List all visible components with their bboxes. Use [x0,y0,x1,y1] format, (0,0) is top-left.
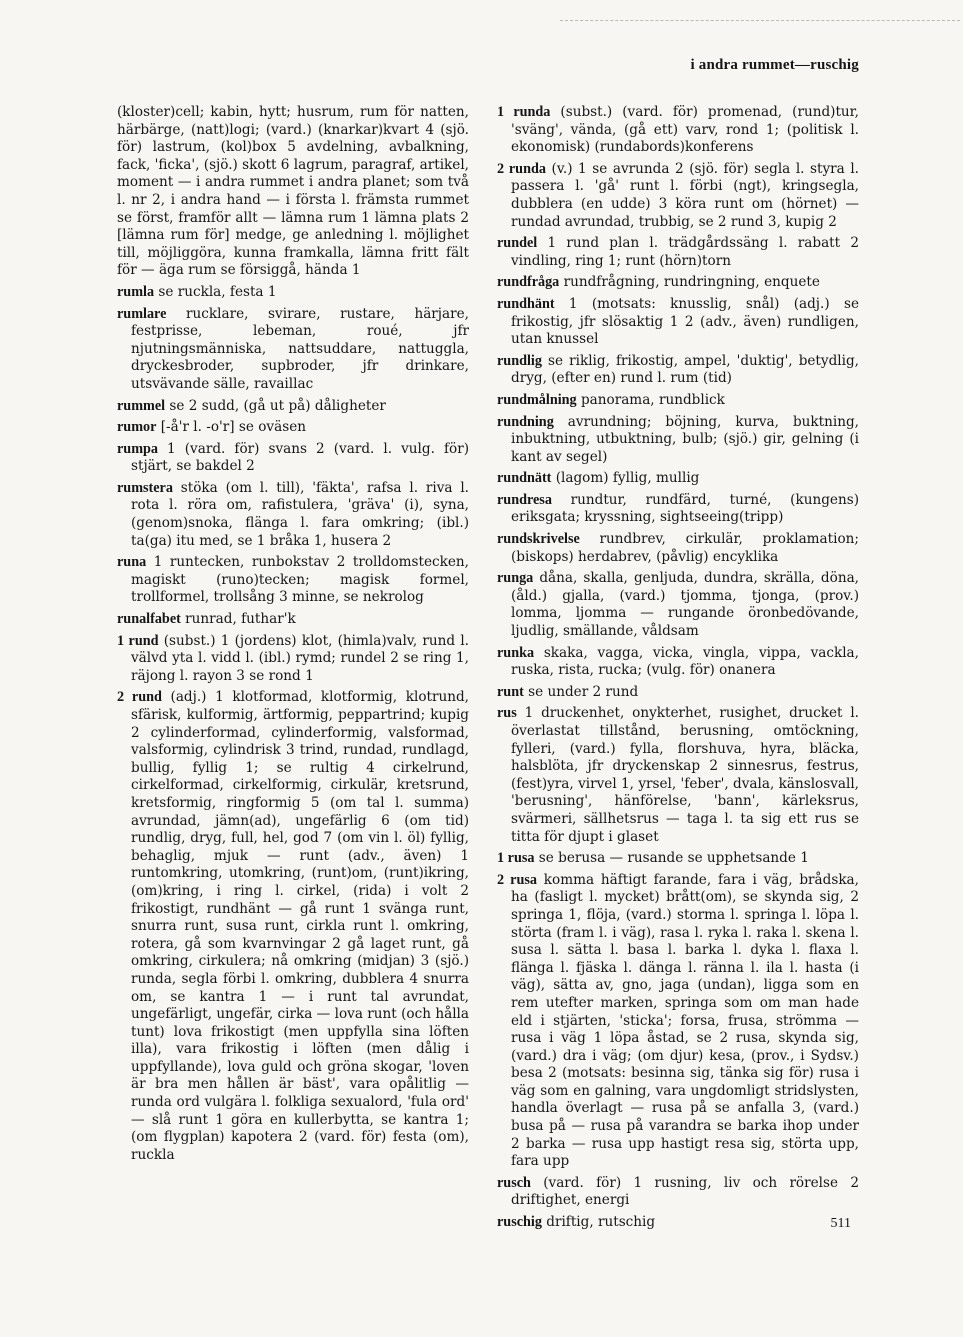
right-column [497,104,859,1236]
headword: rus [497,705,517,722]
entry-text: se under 2 rund [523,683,639,700]
dictionary-entry [117,633,469,686]
entry-text: rundtur, rundfärd, turné, (kungens) eriksgata; kryssning, sightseeing(tripp) [511,491,859,526]
headword: rundfråga [497,274,560,291]
entry-text: runrad, futhar'k [180,611,296,628]
top-edge-line [560,20,960,21]
dictionary-entry [117,398,469,416]
headword: 2 rusa [497,871,537,888]
headword: rumstera [117,479,173,496]
entry-text: 1 rund plan l. trädgårdssäng l. rabatt 2 vindling, ring 1; runt (hörn)torn [511,235,859,269]
entry-text: [-å'r l. -o'r] se oväsen [156,419,306,436]
entry-text: (lagom) fyllig, mullig [551,470,700,487]
dictionary-entry [117,689,469,1164]
entry-text: (subst.) (vard. för) promenad, (rund)tur, 'sväng', vända, (gå ett) varv, rond 1; (politisk l. ekonomisk) (rundabords)konferens [511,104,860,156]
entry-text: rucklare, svirare, rustare, härjare, festprisse, lebeman, roué, jfr njutningsmänniska, nattsuddare, nattuggla, dryckesbroder, supbroder, jfr drinkare, utsvävande sälle, ravaillac [131,305,469,392]
headword: rumla [117,283,155,300]
headword: rumlare [117,305,167,322]
headword: rundnätt [497,470,552,487]
entry-text: rundbrev, cirkulär, proklamation; (biskops) herdabrev, (påvlig) encyklika [511,531,859,565]
dictionary-entry [497,850,859,868]
entry-text: rundfrågning, rundringning, enquete [559,274,820,291]
entry-text: (adj.) 1 klotformad, klotformig, klotrund, sfärisk, kulformig, ärtformig, peppartrind; kupig 2 cylinderformad, cylinderformig, valsformad, valsformig, cylindrisk 3 trind, rundad, rundlagd, bullig, fyllig 1; se rultig 4 cirkelrund, cirkelformad, cirkelformig, cirkulär, kretsrund, kretsformig, ringformig 5 (om tal l. summa) avrundad, jämn(ad), ungefärlig 6 (om tid) rundlig, dryg, full, hel, god 7 (om vin l. öl) fyllig, behaglig, mjuk — runt (adv., även) 1 runtomkring, utomkring, (runt)om, (runt)ikring, (om)kring, i ring l. cirkel, (rida) i volt 2 frikostigt, rundhänt — gå runt 1 svänga runt, snurra runt, susa runt, cirkla runt l. omkring, rotera, gå som kvarnvingar 2 gå laget runt, gå omkring, cirkulera; nå omkring (midjan) 3 (sjö.) runda, segla förbi l. omkring, dubblera 4 snurra om, se kantra 1 — i runt tal avrundat, ungefärligt, ungefär, cirka — lova runt (och hålla tunt) lova frikostigt (men uppfylla sina löften illa), vara frikostig i löften (men dålig i uppfyllande), lova guld och gröna skogar, 'loven är bra men hållen är bäst', vara opålitlig — runda ord vulgära l. folkliga sexualord, 'fula ord' — slå runt 1 göra en kullerbytta, se kantra 1; (om flygplan) kapotera 2 (vard. för) festa (om), ruckla [131,689,469,1163]
entry-text: avrundning; böjning, kurva, buktning, inbuktning, utbuktning, bulb; (sjö.) gir, gelning (i kant av segel) [511,413,859,465]
headword: runt [497,683,524,700]
dictionary-entry [497,161,859,231]
headword: 1 rund [117,632,159,649]
dictionary-entry [117,419,469,437]
entry-text: (kloster)cell; kabin, hytt; husrum, rum för natten, härbärge, (natt)logi; (vard.) (knarkar)kvart 4 (sjö. för) lastrum, (kol)box 5 avdelning, avbalkning, fack, 'ficka', (sjö.) skott 6 lagrum, paragraf, artikel, moment — i andra rummet i andra planet; som två l. nr 2, i andra hand — i första l. främsta rummet se först, framför allt — lämna rum 1 lämna plats 2 [lämna rum för] medge, ge anledning l. möjlighet till, möjliggöra, kunna framkalla, lämna fritt fält för — äga rum se försiggå, hända 1 [117,104,469,279]
dictionary-entry [117,480,469,550]
headword: rummel [117,397,166,414]
entry-text: se 2 sudd, (gå ut på) dåligheter [165,397,386,414]
running-head: i andra rummet—ruschig [690,57,859,73]
left-column [117,104,469,1168]
headword: rundmålning [497,391,577,408]
dictionary-entry [497,414,859,467]
headword: runga [497,570,534,587]
headword: rundlig [497,352,542,369]
entry-text: stöka (om l. till), 'fäkta', rafsa l. riva l. rota l. röra om, rafistulera, 'gräva' (i), syna, (genom)snoka, flänga l. fara omkring; (ibl.) ta(ga) itu med, se 1 bråka 1, husera 2 [131,479,469,549]
dictionary-entry [117,554,469,607]
entry-text: dåna, skalla, genljuda, dundra, skrälla, döna, (åld.) gjalla, (vard.) tjomma, tjonga, (prov.) lomma, ljomma — rungande öronbedövande, ljudlig, smällande, våldsam [511,570,859,640]
entry-text: se berusa — rusande se upphetsande 1 [534,850,809,867]
entry-text: 1 (motsats: knusslig, snål) (adj.) se frikostig, jfr slösaktig 1 2 (adv., även) rundligen, utan knussel [511,295,859,348]
headword: rundning [497,413,554,430]
dictionary-entry [497,274,859,292]
entry-text: 1 (vard. för) svans 2 (vard. l. vulg. för) stjärt, se bakdel 2 [131,440,469,475]
entry-text: driftig, rutschig [541,1214,656,1231]
headword: rundhänt [497,295,555,312]
headword: rundel [497,235,538,252]
headword: runa [117,554,147,571]
headword: 1 rusa [497,850,535,867]
entry-text: 1 runtecken, runbokstav 2 trolldomstecken, magiskt (runo)tecken; magisk formel, trollformel, trollsång 3 minne, se nekrolog [131,554,469,606]
entry-text: se ruckla, festa 1 [154,283,277,300]
headword: ruschig [497,1214,542,1231]
headword: runka [497,644,535,661]
headword: rusch [497,1174,531,1191]
dictionary-entry [497,645,859,680]
headword: rumor [117,419,157,436]
dictionary-entry [497,353,859,388]
dictionary-entry [497,705,859,846]
entry-text: se riklig, frikostig, ampel, 'duktig', betydlig, dryg, (efter en) rund l. rum (tid) [511,352,859,387]
page-number: 511 [830,1216,851,1231]
dictionary-entry [497,1175,859,1210]
headword: runalfabet [117,611,181,628]
entry-text: (vard. för) 1 rusning, liv och rörelse 2 driftighet, energi [511,1174,859,1209]
dictionary-entry [497,1214,859,1232]
entry-text: panorama, rundblick [576,391,725,408]
entry-text: (v.) 1 se avrunda 2 (sjö. för) segla l. styra l. passera l. 'gå' runt l. förbi (ngt), kringsegla, dubblera (en udde) 3 köra runt om (hörnet) — rundad avrundad, trubbig, se 2 rund 3, kupig 2 [511,160,859,230]
headword: rumpa [117,440,158,457]
headword: 2 runda [497,160,546,177]
dictionary-entry [117,441,469,476]
dictionary-entry [117,284,469,302]
headword: rundresa [497,491,552,508]
dictionary-entry [497,296,859,349]
dictionary-entry [497,570,859,640]
entry-text: (subst.) 1 (jordens) klot, (himla)valv, rund l. välvd yta l. vidd l. (ibl.) rymd; rundel 2 se ring 1, räjong l. rayon 3 se rond 1 [131,632,469,684]
entry-text: skaka, vagga, vicka, vingla, vippa, vackla, ruska, rista, rucka; (vulg. för) onanera [511,644,859,679]
entry-text: komma häftigt farande, fara i väg, brådska, ha (fasligt l. mycket) brått(om), se skynda sig, 2 springa 1, flöja, (vard.) storma l. springa l. löpa l. störta (fram l. i väg), rasa l. ryka l. raka l. skena l. susa l. sätta l. basa l. barka l. dyka l. flaxa l. flänga l. fjäska l. dänga l. ränna l. ila l. hasta (i väg), sätta av, gno, jaga (undan), ligga som en rem utefter marken, springa som om man hade eld i stjärten, 'sticka'; forsa, frusa, strömma — rusa i väg 1 löpa åstad, se 2 rusa, skynda sig, (vard.) dra i väg; (om djur) kesa, (prov., i Sydsv.) besa 2 (motsats: besinna sig, tänka sig för) rusa i väg som en galning, vara ungdomligt stridslysten, handla överlagt — rusa på se anfalla 3, (vard.) busa på — rusa på varandra se barka ihop under 2 barka — rusa upp hastigt resa sig, störta upp, fara upp [511,871,859,1170]
dictionary-entry [497,684,859,702]
dictionary-entry [497,235,859,270]
dictionary-entry [497,872,859,1171]
dictionary-entry [497,104,859,157]
dictionary-entry [117,611,469,629]
headword: 2 rund [117,689,162,706]
entry-text: 1 druckenhet, onykterhet, rusighet, drucket l. överlastat tillstånd, berusning, omtöckning, fylleri, (vard.) fylla, florshuva, hyra, bläcka, halsblöta, jfr dryckenskap 2 sinnesrus, festrus, (fest)yra, virvel 1, yrsel, 'feber', dvala, känslosvall, 'berusning', hänförelse, 'bann', kärleksrus, svärmeri, sällhetsrus — taga l. ta sig ett rus se titta för djupt i glaset [511,705,859,845]
dictionary-entry [497,392,859,410]
dictionary-entry [497,492,859,527]
dictionary-entry [497,531,859,566]
dictionary-entry [497,470,859,488]
dictionary-entry [117,306,469,394]
headword: rundskrivelse [497,531,580,548]
headword: 1 runda [497,104,551,120]
dictionary-entry [117,104,469,280]
